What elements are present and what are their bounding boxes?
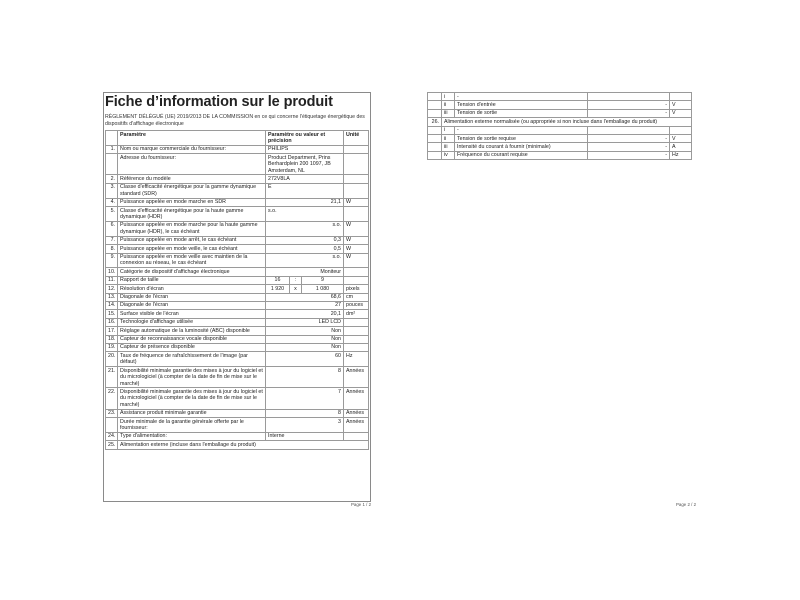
row-label: Puissance appelée en mode veille avec maintien de la connexion au réseau, le cas échéant (118, 253, 266, 268)
row-number: 20. (106, 352, 118, 367)
row-label: Tension d'entrée (455, 101, 588, 109)
row-unit (344, 327, 369, 335)
table-row (106, 285, 369, 293)
row-label: Intensité du courant à fournir (minimale) (455, 143, 588, 151)
row-number: 9. (106, 253, 118, 268)
row-unit: W (344, 198, 369, 206)
row-unit: pouces (344, 301, 369, 309)
row-number: 25. (106, 441, 118, 449)
row-value: 272V8LA (266, 175, 344, 183)
row-value: 0,5 (266, 245, 344, 253)
row-label: Alimentation externe normalisée (ou appropriée si non incluse dans l'emballage du produit) (442, 118, 692, 126)
table-row (106, 245, 369, 253)
row-unit: Hz (344, 352, 369, 367)
row-number: 12. (106, 285, 118, 293)
row-label: Catégorie de dispositif d'affichage électronique (118, 268, 266, 276)
row-value: 21,1 (266, 198, 344, 206)
row-label: Durée minimale de la garantie générale offerte par le fournisseur: (118, 418, 266, 433)
row-value (588, 93, 670, 101)
row-value: E (266, 183, 344, 198)
row-unit (670, 126, 692, 134)
row-unit: Années (344, 388, 369, 409)
product-info-table (105, 130, 369, 450)
header-unit: Unité (344, 131, 369, 146)
header-parameter: Paramètre (118, 131, 266, 146)
row-number: 8. (106, 245, 118, 253)
row-label: Alimentation externe (incluse dans l'emballage du produit) (118, 441, 369, 449)
row-value: 60 (266, 352, 344, 367)
ratio-height: 9 (302, 276, 344, 284)
row-label: - (455, 93, 588, 101)
row-unit: V (670, 109, 692, 117)
row-label: Nom ou marque commerciale du fournisseur: (118, 145, 266, 153)
document-page-2 (425, 90, 701, 510)
row-number: 10. (106, 268, 118, 276)
row-label: Classe d'efficacité énergétique pour la gamme dynamique standard (SDR) (118, 183, 266, 198)
row-unit (344, 154, 369, 175)
row-value: - (588, 135, 670, 143)
row-unit: W (344, 253, 369, 268)
row-number: 26. (428, 118, 442, 126)
row-value (588, 126, 670, 134)
row-label: Surface visible de l'écran (118, 310, 266, 318)
row-unit: cm (344, 293, 369, 301)
row-unit: Années (344, 367, 369, 388)
table-row (428, 135, 692, 143)
row-label: Diagonale de l'écran (118, 301, 266, 309)
table-row (428, 93, 692, 101)
header-value: Paramètre ou valeur et précision (266, 131, 344, 146)
table-row (106, 268, 369, 276)
row-unit: W (344, 236, 369, 244)
table-row (106, 418, 369, 433)
row-label: Fréquence du courant requise (455, 151, 588, 159)
row-label: Référence du modèle (118, 175, 266, 183)
row-unit: V (670, 135, 692, 143)
row-value: PHILIPS (266, 145, 344, 153)
row-label: Disponibilité minimale garantie des mises à jour du logiciel et du micrologiciel (à compter de la date de fin de mise sur le marché) (118, 388, 266, 409)
row-label: Puissance appelée en mode arrêt, le cas échéant (118, 236, 266, 244)
row-value: 27 (266, 301, 344, 309)
row-unit (344, 276, 369, 284)
row-roman: iv (442, 151, 455, 159)
row-number: 4. (106, 198, 118, 206)
table-row (106, 441, 369, 449)
row-unit (344, 268, 369, 276)
row-unit: V (670, 101, 692, 109)
row-number: 2. (106, 175, 118, 183)
table-row (428, 101, 692, 109)
row-roman: i (442, 93, 455, 101)
row-roman: iii (442, 143, 455, 151)
row-label: Puissance appelée en mode marche pour la haute gamme dynamique (HDR), le cas échéant (118, 221, 266, 236)
page-number: Page 1 / 2 (351, 502, 372, 507)
row-number: 5. (106, 207, 118, 222)
row-value: 68,6 (266, 293, 344, 301)
row-roman: ii (442, 101, 455, 109)
row-label: Assistance produit minimale garantie (118, 409, 266, 417)
row-label: Taux de fréquence de rafraîchissement de l'image (par défaut) (118, 352, 266, 367)
table-row (428, 151, 692, 159)
table-row (106, 327, 369, 335)
row-value: 7 (266, 388, 344, 409)
row-value: - (588, 101, 670, 109)
row-label: Puissance appelée en mode marche en SDR (118, 198, 266, 206)
row-value: 8 (266, 409, 344, 417)
row-value: 8 (266, 367, 344, 388)
power-supply-table (427, 92, 692, 160)
table-row (106, 207, 369, 222)
row-number: 14. (106, 301, 118, 309)
row-number (106, 154, 118, 175)
row-unit (344, 175, 369, 183)
page-title: Fiche d’information sur le produit (105, 94, 333, 110)
row-number: 17. (106, 327, 118, 335)
resolution-width: 1 920 (266, 285, 290, 293)
ratio-width: 16 (266, 276, 290, 284)
table-row (106, 335, 369, 343)
table-row (106, 198, 369, 206)
row-value: Non (266, 327, 344, 335)
row-value: s.o. (266, 253, 344, 268)
regulation-subtitle: RÈGLEMENT DÉLÉGUÉ (UE) 2019/2013 DE LA COMMISSION en ce qui concerne l'étiquetage énergétique des dispositifs d'affichage électronique (105, 114, 365, 127)
row-number: 18. (106, 335, 118, 343)
table-row (106, 343, 369, 351)
table-row (428, 109, 692, 117)
row-label: Capteur de présence disponible (118, 343, 266, 351)
table-row (106, 154, 369, 175)
row-unit: W (344, 245, 369, 253)
row-value: 0,3 (266, 236, 344, 244)
row-value: s.o. (266, 221, 344, 236)
row-label: Diagonale de l'écran (118, 293, 266, 301)
row-value: s.o. (266, 207, 344, 222)
row-value: LED LCD (266, 318, 344, 326)
row-roman: i (442, 126, 455, 134)
row-label: Classe d'efficacité énergétique pour la haute gamme dynamique (HDR) (118, 207, 266, 222)
table-row (106, 145, 369, 153)
row-number (106, 418, 118, 433)
row-unit (344, 432, 369, 440)
row-roman: ii (442, 135, 455, 143)
row-unit: dm² (344, 310, 369, 318)
row-number: 19. (106, 343, 118, 351)
row-value: Interne (266, 432, 344, 440)
row-unit: pixels (344, 285, 369, 293)
row-label: Disponibilité minimale garantie des mises à jour du logiciel et du micrologiciel (à compter de la date de fin de mise sur le marché) (118, 367, 266, 388)
table-row (106, 183, 369, 198)
row-value: Non (266, 335, 344, 343)
table-row (106, 221, 369, 236)
row-label: Tension de sortie (455, 109, 588, 117)
row-unit (344, 183, 369, 198)
table-row (428, 143, 692, 151)
table-row (106, 310, 369, 318)
row-number: 7. (106, 236, 118, 244)
row-label: Tension de sortie requise (455, 135, 588, 143)
table-row (106, 409, 369, 417)
row-label: Puissance appelée en mode veille, le cas échéant (118, 245, 266, 253)
table-row (428, 126, 692, 134)
table-row (106, 301, 369, 309)
row-number: 15. (106, 310, 118, 318)
row-unit (670, 93, 692, 101)
page-number: Page 2 / 2 (676, 502, 697, 507)
row-value: Moniteur (266, 268, 344, 276)
row-unit: W (344, 221, 369, 236)
resolution-height: 1 080 (302, 285, 344, 293)
row-unit: Années (344, 418, 369, 433)
row-number: 22. (106, 388, 118, 409)
row-number: 16. (106, 318, 118, 326)
row-label: Adresse du fournisseur: (118, 154, 266, 175)
table-row (106, 253, 369, 268)
row-number: 23. (106, 409, 118, 417)
table-row (106, 352, 369, 367)
row-label: Technologie d'affichage utilisée (118, 318, 266, 326)
row-number: 24. (106, 432, 118, 440)
row-label: Rapport de taille (118, 276, 266, 284)
table-row (106, 432, 369, 440)
table-row (428, 118, 692, 126)
row-label: Résolution d'écran (118, 285, 266, 293)
row-label: Capteur de reconnaissance vocale disponible (118, 335, 266, 343)
table-row (106, 388, 369, 409)
row-label: - (455, 126, 588, 134)
ratio-separator: : (290, 276, 302, 284)
row-number: 13. (106, 293, 118, 301)
table-row (106, 293, 369, 301)
row-unit (344, 145, 369, 153)
row-value: 20,1 (266, 310, 344, 318)
row-number: 11. (106, 276, 118, 284)
table-row (106, 367, 369, 388)
row-value: 3 (266, 418, 344, 433)
row-unit: Années (344, 409, 369, 417)
row-number: 3. (106, 183, 118, 198)
table-row (106, 175, 369, 183)
row-roman: iii (442, 109, 455, 117)
row-number: 21. (106, 367, 118, 388)
row-unit (344, 207, 369, 222)
row-unit: Hz (670, 151, 692, 159)
row-value: - (588, 109, 670, 117)
table-row (106, 236, 369, 244)
row-unit (344, 343, 369, 351)
document-page-1 (100, 90, 376, 510)
row-label: Type d'alimentation: (118, 432, 266, 440)
row-number: 1. (106, 145, 118, 153)
table-row (106, 276, 369, 284)
row-unit: A (670, 143, 692, 151)
row-number: 6. (106, 221, 118, 236)
row-label: Réglage automatique de la luminosité (ABC) disponible (118, 327, 266, 335)
row-value: - (588, 151, 670, 159)
row-value: Product Department, Prins Berhardplein 200 1097, JB Amsterdam, NL (266, 154, 344, 175)
table-row (106, 318, 369, 326)
row-value: Non (266, 343, 344, 351)
row-value: - (588, 143, 670, 151)
table-header-row (106, 131, 369, 146)
row-unit (344, 318, 369, 326)
resolution-separator: x (290, 285, 302, 293)
row-unit (344, 335, 369, 343)
